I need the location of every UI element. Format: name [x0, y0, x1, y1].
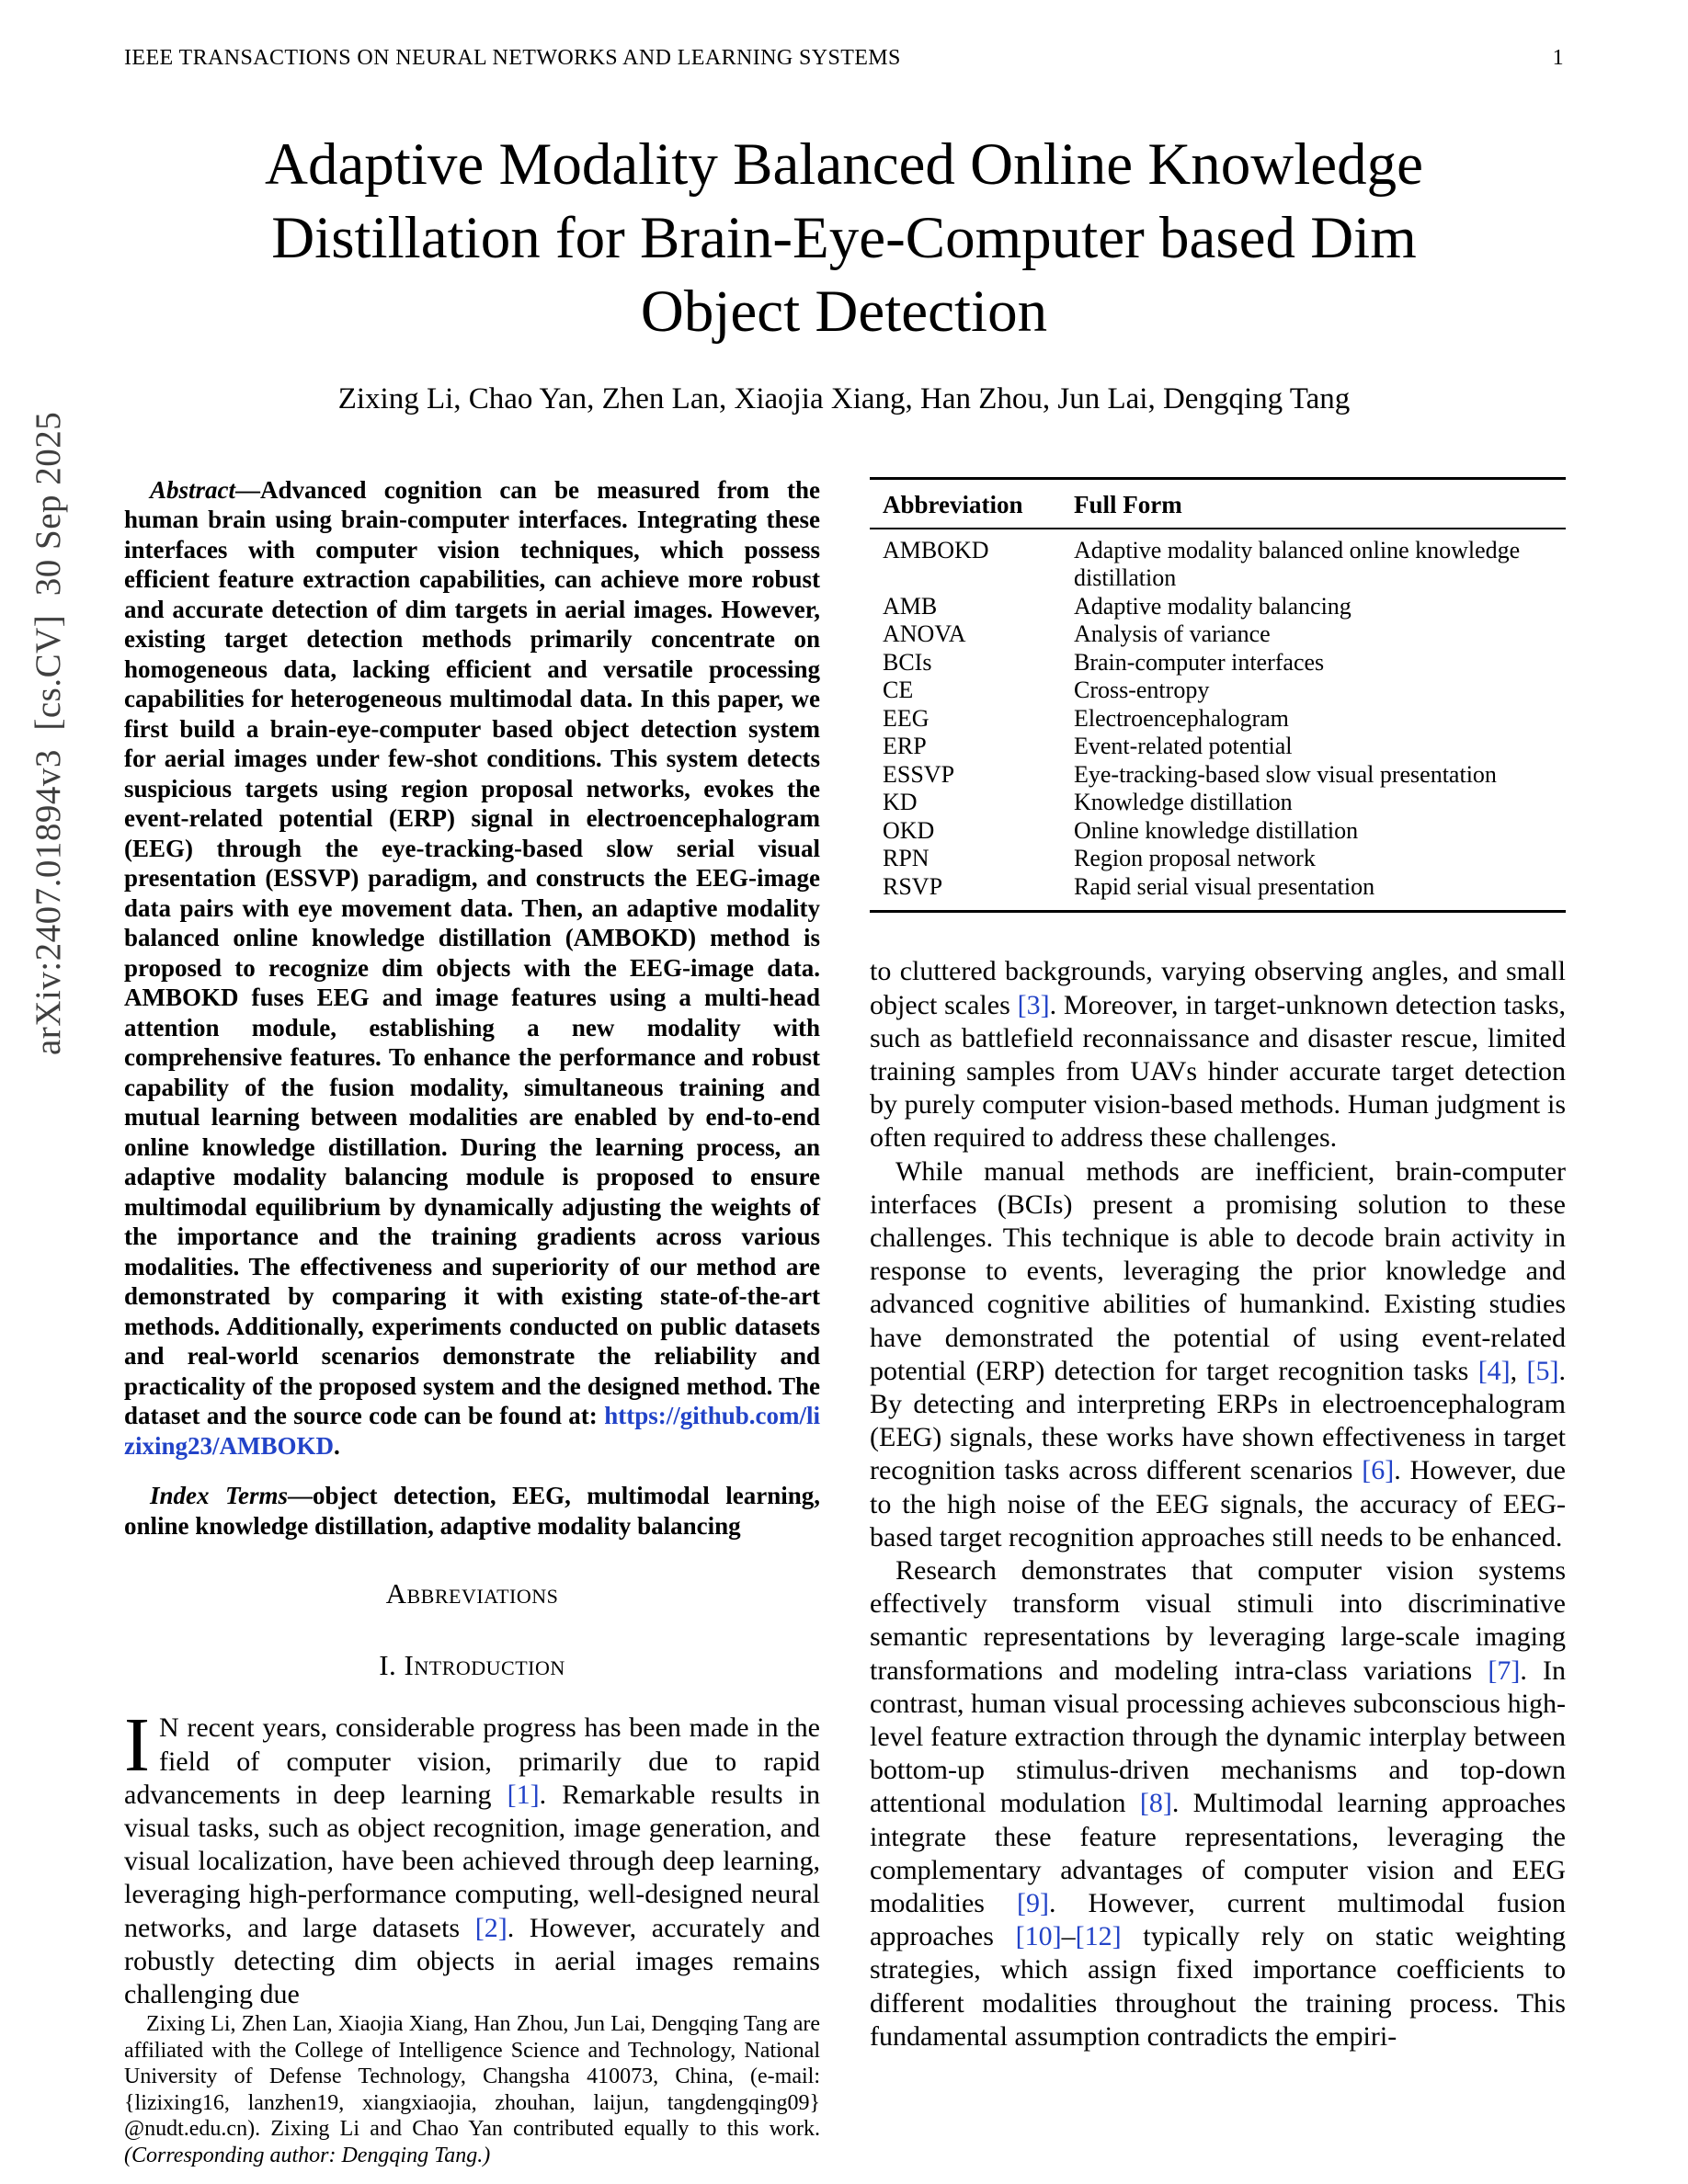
citation-ref[interactable]: [2] — [474, 1912, 508, 1943]
cell-full-form: Adaptive modality balanced online knowledge distillation — [1074, 536, 1521, 592]
abbreviation-table-body — [870, 529, 1566, 911]
citation-ref[interactable]: [3] — [1017, 989, 1050, 1020]
cell-full-form: Online knowledge distillation — [1074, 816, 1359, 844]
column-right — [870, 475, 1566, 2124]
cell-abbreviation: AMB — [883, 592, 938, 620]
body-paragraph-3: Research demonstrates that computer vision systems effectively transform visual stimuli into discriminative semantic representations by leveraging large-scale imaging transformations and modeling intra-class variations [7]. In contrast, human visual processing achieves subconscious high-level feature extraction through the dynamic interplay between bottom-up stimulus-driven mechanisms and top-down attentional modulation [8]. Multimodal learning approaches integrate these feature representations, leveraging the complementary advantages of computer vision and EEG modalities [9]. However, current multimodal fusion approaches [10]–[12] typically rely on static weighting strategies, which assign fixed importance coefficients to different modalities throughout the training process. This fundamental assumption contradicts the empiri- — [870, 1554, 1567, 2052]
citation-ref[interactable]: [7] — [1488, 1655, 1521, 1686]
citation-ref[interactable]: [5] — [1526, 1355, 1559, 1386]
abbreviation-table — [870, 477, 1566, 914]
table-row — [870, 593, 1566, 621]
body-paragraph-1: to cluttered backgrounds, varying observing angles, and small object scales [3]. Moreover, in target-unknown detection tasks, such as battlefield reconnaissance and disaster rescue, limited training samples from UAVs hinder accurate target detection by purely computer vision-based methods. Human judgment is often required to address these challenges. — [870, 956, 1566, 1154]
table-row — [870, 733, 1566, 761]
cell-abbreviation: OKD — [883, 816, 935, 844]
intro-paragraph — [124, 1702, 821, 2011]
text-segment: Abstract — [150, 475, 236, 504]
journal-title: IEEE TRANSACTIONS ON NEURAL NETWORKS AND LEARNING SYSTEMS — [124, 46, 901, 70]
column-left — [124, 475, 821, 2167]
arxiv-stamp: arXiv:2407.01894v3 [cs.CV] 30 Sep 2025 — [29, 411, 68, 1055]
citation-ref[interactable]: [12] — [1075, 1921, 1122, 1952]
cell-full-form: Electroencephalogram — [1074, 704, 1289, 732]
paper-title: Adaptive Modality Balanced Online Knowledge Distillation for Brain-Eye-Computer based Dim Object Detection — [265, 131, 1423, 345]
citation-ref[interactable]: [8] — [1139, 1788, 1172, 1819]
cell-abbreviation: KD — [883, 789, 918, 816]
cell-full-form: Analysis of variance — [1074, 620, 1271, 648]
cell-full-form: Knowledge distillation — [1074, 789, 1293, 816]
section-heading-introduction: I. Introduction — [379, 1649, 565, 1682]
citation-ref[interactable]: [4] — [1477, 1355, 1511, 1386]
table-row — [870, 845, 1566, 873]
cell-abbreviation: ESSVP — [883, 760, 955, 788]
table-header-full-form: Full Form — [1074, 490, 1182, 518]
intro-paragraph-text: N recent years, considerable progress has been made in the field of computer vision, primarily due to rapid advancements in deep learning [1]. Remarkable results in visual tasks, such as object recognition, image generation, and visual localization, have been achieved through deep learning, leveraging high-performance computing, well-designed neural networks, and large datasets [2]. However, accurately and robustly detecting dim objects in aerial images remains challenging due — [124, 1712, 821, 2009]
citation-ref[interactable]: [1] — [507, 1779, 540, 1810]
abstract-paragraph: Abstract—Advanced cognition can be measured from the human brain using brain-computer interfaces. Integrating these interfaces with computer vision techniques, which possess efficient feature extraction capabilities, can achieve more robust and accurate detection of dim targets in aerial images. However, existing target detection methods primarily concentrate on homogeneous data, lacking efficient and versatile processing capabilities for heterogeneous multimodal data. In this paper, we first build a brain-eye-computer based object detection system for aerial images under few-shot conditions. This system detects suspicious targets using region proposal networks, evokes the event-related potential (ERP) signal in electroencephalogram (EEG) through the eye-tracking-based slow serial visual presentation (ESSVP) paradigm, and constructs the EEG-image data pairs with eye movement data. Then, an adaptive modality balanced online knowledge distillation (AMBOKD) method is proposed to recognize dim objects with the EEG-image data. AMBOKD fuses EEG and image features using a multi-head attention module, establishing a new modality with comprehensive features. To enhance the performance and robust capability of the fusion modality, simultaneous training and mutual learning between modalities are enabled by end-to-end online knowledge distillation. During the learning process, an adaptive modality balancing module is proposed to ensure multimodal equilibrium by dynamically adjusting the weights of the importance and the training gradients across various modalities. The effectiveness and superiority of our method are demonstrated by comparing it with existing state-of-the-art methods. Additionally, experiments conducted on public datasets and real-world scenarios demonstrate the reliability and practicality of the proposed system and the designed method. The dataset and the source code can be found at: https://github.com/lizixing23/AMBOKD. — [124, 475, 820, 1460]
authors-line: Zixing Li, Chao Yan, Zhen Lan, Xiaojia Xiang, Han Zhou, Jun Lai, Dengqing Tang — [337, 381, 1351, 415]
index-terms-paragraph: Index Terms—object detection, EEG, multimodal learning, online knowledge distillation, adaptive modality balancing — [124, 1482, 821, 1540]
citation-ref[interactable]: [9] — [1016, 1888, 1049, 1918]
intro-drop-cap: I — [124, 1702, 150, 1789]
page-number: 1 — [1552, 46, 1564, 70]
table-row — [870, 789, 1566, 817]
table-row — [870, 873, 1566, 902]
table-row — [870, 649, 1566, 677]
table-header-abbreviation: Abbreviation — [883, 490, 1023, 518]
section-heading-abbreviations: Abbreviations — [385, 1577, 559, 1610]
cell-full-form: Adaptive modality balancing — [1074, 592, 1352, 620]
external-link[interactable]: https://github.com/lizixing23/AMBOKD — [124, 1402, 820, 1460]
table-row — [870, 761, 1566, 790]
cell-full-form: Brain-computer interfaces — [1074, 648, 1325, 676]
cell-full-form: Region proposal network — [1074, 845, 1316, 872]
body-paragraph-2: While manual methods are inefficient, brain-computer interfaces (BCIs) present a promising solution to these challenges. This technique is able to decode brain activity in response to events, leveraging the prior knowledge and advanced cognitive abilities of humankind. Existing studies have demonstrated the potential of using event-related potential (ERP) detection for target recognition tasks [4], [5]. By detecting and interpreting ERPs in electroencephalogram (EEG) signals, these works have shown effectiveness in target recognition tasks across different scenarios [6]. However, due to the high noise of the EEG signals, the accuracy of EEG-based target recognition approaches still needs to be enhanced. — [870, 1155, 1566, 1553]
cell-full-form: Event-related potential — [1074, 733, 1293, 760]
cell-full-form: Rapid serial visual presentation — [1074, 872, 1375, 900]
author-footnote: Zixing Li, Zhen Lan, Xiaojia Xiang, Han Zhou, Jun Lai, Dengqing Tang are affiliated with the College of Intelligence Science and Technology, National University of Defense Technology, Changsha 410073, China, (e-mail: {lizixing16, lanzhen19, xiangxiaojia, zhouhan, laijun, tangdengqing09} @nudt.edu.cn). Zixing Li and Chao Yan contributed equally to this work.(Corresponding author: Dengqing Tang.) — [124, 2012, 820, 2167]
cell-abbreviation: RSVP — [883, 872, 943, 900]
table-row — [870, 817, 1566, 846]
text-segment: Index Terms — [150, 1482, 288, 1510]
table-row — [870, 537, 1566, 593]
citation-ref[interactable]: [6] — [1362, 1455, 1395, 1486]
table-row — [870, 705, 1566, 734]
cell-abbreviation: EEG — [883, 704, 930, 732]
running-header — [124, 46, 1564, 71]
table-row — [870, 677, 1566, 705]
cell-abbreviation: ERP — [883, 733, 927, 760]
cell-abbreviation: RPN — [883, 845, 930, 872]
cell-abbreviation: AMBOKD — [883, 536, 989, 563]
table-row — [870, 620, 1566, 649]
cell-abbreviation: CE — [883, 677, 914, 704]
citation-ref[interactable]: [10] — [1015, 1921, 1062, 1952]
cell-full-form: Cross-entropy — [1074, 677, 1210, 704]
abbreviation-table-header — [870, 480, 1566, 529]
cell-full-form: Eye-tracking-based slow visual presentation — [1074, 760, 1497, 788]
cell-abbreviation: ANOVA — [883, 620, 966, 648]
two-column-body — [0, 475, 1688, 2167]
cell-abbreviation: BCIs — [883, 648, 932, 676]
text-segment: (Corresponding author: Dengqing Tang.) — [124, 2143, 491, 2167]
